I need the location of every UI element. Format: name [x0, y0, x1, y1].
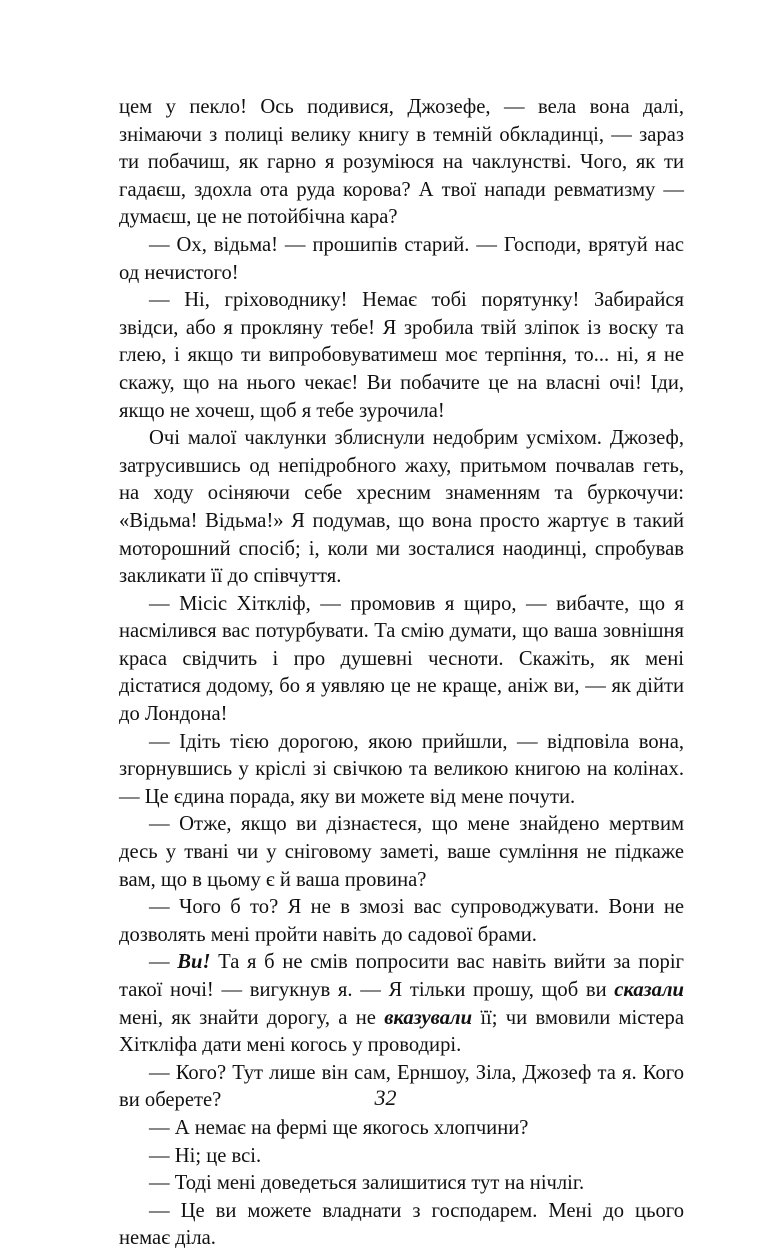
paragraph-14: — Це ви можете владнати з господарем. Мені до цього немає діла. — [119, 1199, 684, 1250]
page-text-block — [119, 94, 684, 1253]
emphasis-showed: вказували — [384, 1006, 473, 1029]
paragraph-9-part-4: її; чи вмовили містера Хіткліфа дати мені когось у проводирі. — [119, 1006, 684, 1057]
page-number: 32 — [374, 1085, 397, 1110]
paragraph-11: — А немає на фермі ще якогось хлопчини? — [149, 1116, 529, 1139]
paragraph-1: цем у пекло! Ось подивися, Джозефе, — вела вона далі, знімаючи з полиці велику книгу в темній обкладинці, — зараз ти побачиш, як гарно я розуміюся на чаклунстві. Чого, як ти гадаєш, здохла ота руда корова? А твої напади ревматизму — думаєш, це не потойбічна кара? — [119, 96, 684, 229]
paragraph-12: — Ні; це всі. — [149, 1144, 262, 1167]
emphasis-told: сказали — [614, 979, 684, 1001]
paragraph-2: — Ох, відьма! — прошипів старий. — Господи, врятуй нас од нечистого! — [119, 233, 684, 284]
paragraph-4: Очі малої чаклунки зблиснули недобрим усміхом. Джозеф, затрусившись од непідробного жаху, притьмом почвалав геть, на ходу осіняючи себе хресним знаменням та буркочучи: «Відьма! Відьма!» Я подумав, що вона просто жартує в такий моторошний спосіб; і, коли ми зосталися наодинці, спробував закликати її до співчуття. — [119, 427, 684, 588]
paragraph-10: — Кого? Тут лише він сам, Ерншоу, Зіла, Джозеф та я. Кого ви оберете? — [119, 1061, 684, 1112]
paragraph-9 — [119, 949, 684, 1059]
paragraph-9-part-3: мені, як знайти дорогу, а не — [119, 1006, 385, 1029]
paragraph-8: — Чого б то? Я не в змозі вас супроводжувати. Вони не дозволять мені пройти навіть до садової брами. — [119, 896, 684, 946]
paragraph-9-part-2: Та я б не смів попросити вас навіть вийти за поріг такої ночі! — вигукнув я. — Я тільки прошу, щоб ви — [119, 951, 684, 1001]
emphasis-you: Ви! — [177, 951, 211, 974]
paragraph-3: — Ні, гріховоднику! Немає тобі порятунку! Забирайся звідси, або я прокляну тебе! Я зробила твій зліпок із воску та глею, і якщо ти випробовуватимеш моє терпіння, то... ні, я не скажу, що на нього чекає! Ви побачите це на власні очі! Іди, якщо не хочеш, щоб я тебе зурочила! — [119, 289, 684, 422]
paragraph-13: — Тоді мені доведеться залишитися тут на нічліг. — [149, 1172, 585, 1195]
paragraph-9-part-1: — — [149, 951, 178, 974]
paragraph-7: — Отже, якщо ви дізнаєтеся, що мене знайдено мертвим десь у твані чи у сніговому заметі, ваше сумління не підкаже вам, що в цьому є й ваша провина? — [119, 813, 684, 891]
paragraph-6: — Ідіть тією дорогою, якою прийшли, — відповіла вона, згорнувшись у кріслі зі свічкою та великою книгою на колінах. — Це єдина порада, яку ви можете від мене почути. — [119, 730, 684, 808]
paragraph-5: — Місіс Хіткліф, — промовив я щиро, — вибачте, що я насмілився вас потурбувати. Та смію думати, що ваша зовнішня краса свідчить і про душевні чесноти. Скажіть, як мені дістатися додому, бо я уявляю це не краще, аніж ви, — як дійти до Лондона! — [119, 592, 684, 726]
